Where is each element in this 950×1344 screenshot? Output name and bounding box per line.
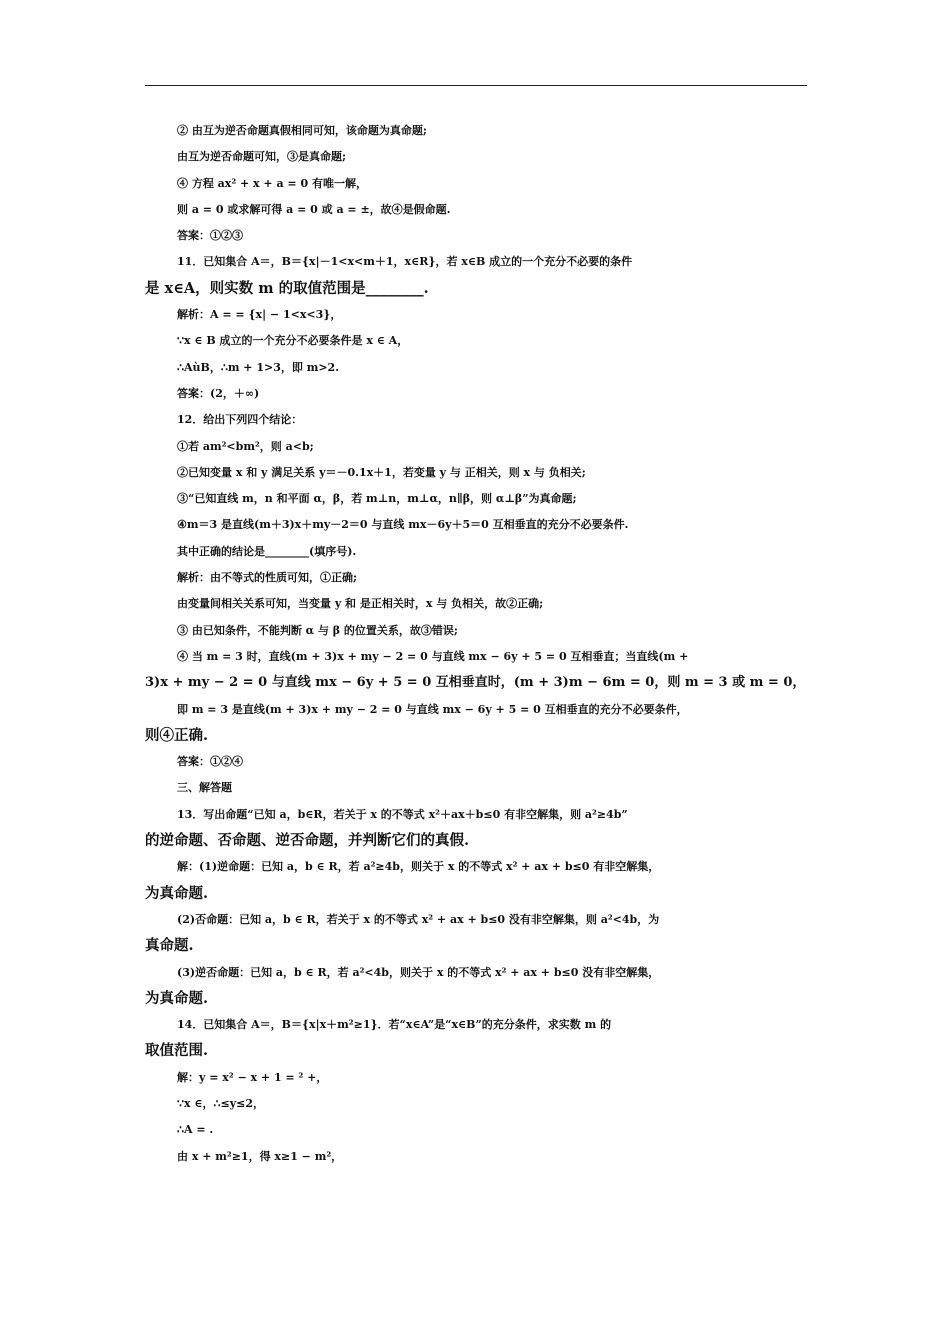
text-line: (2)否命题：已知 a，b ∈ R，若关于 x 的不等式 x² + ax + b≤0 没有非空解集，则 a²<4b，为: [177, 912, 660, 926]
text-line: 12．给出下列四个结论：: [177, 413, 303, 427]
text-line: ③ 由已知条件，不能判断 α 与 β 的位置关系，故③错误;: [177, 623, 458, 637]
text-line: ∴A = .: [177, 1123, 214, 1137]
text-line: 解：y = x² − x + 1 = ² +，: [177, 1070, 328, 1084]
text-line: ∴AùB，∴m + 1>3，即 m>2.: [177, 360, 340, 374]
text-line: 解析：A = = {x| − 1<x<3}，: [177, 308, 342, 322]
text-line: 3)x + my − 2 = 0 与直线 mx − 6y + 5 = 0 互相垂直时，(m + 3)m − 6m = 0，则 m = 3 或 m = 0，: [145, 675, 806, 691]
text-line: 答案：(2，＋∞): [177, 386, 260, 400]
text-line: 由 x + m²≥1，得 x≥1 − m²，: [177, 1149, 343, 1163]
text-line: 真命题.: [145, 937, 194, 955]
text-line: 答案：①②③: [177, 229, 243, 243]
text-line: 答案：①②④: [177, 755, 243, 769]
text-line: ①若 am²<bm²，则 a<b;: [177, 439, 314, 453]
text-line: 为真命题.: [145, 989, 209, 1007]
text-line: 则④正确.: [145, 726, 209, 744]
document-body: [145, 118, 813, 1170]
text-line: 三、解答题: [177, 781, 232, 795]
text-line: 是 x∈A，则实数 m 的取值范围是________.: [145, 279, 429, 297]
text-line: 14．已知集合 A＝，B＝{x|x＋m²≥1}．若“x∈A”是“x∈B”的充分条件，求实数 m 的: [177, 1018, 612, 1032]
text-line: ③“已知直线 m，n 和平面 α，β，若 m⊥n，m⊥α，n∥β，则 α⊥β”为真命题;: [177, 492, 577, 506]
header-rule: [145, 85, 807, 86]
text-line: 的逆命题、否命题、逆否命题，并判断它们的真假.: [145, 832, 470, 850]
text-line: 则 a = 0 或求解可得 a = 0 或 a = ±，故④是假命题.: [177, 202, 451, 216]
text-line: 解析：由不等式的性质可知，①正确;: [177, 571, 358, 585]
text-line: 其中正确的结论是________(填序号).: [177, 544, 357, 558]
text-line: ② 由互为逆否命题真假相同可知，该命题为真命题;: [177, 124, 427, 137]
text-line: 由变量间相关关系可知，当变量 y 和 是正相关时，x 与 负相关，故②正确;: [177, 597, 544, 611]
text-line: 由互为逆否命题可知，③是真命题;: [177, 150, 347, 164]
text-line: 13．写出命题“已知 a，b∈R，若关于 x 的不等式 x²＋ax＋b≤0 有非空解集，则 a²≥4b”: [177, 807, 628, 821]
text-line: 取值范围.: [145, 1042, 209, 1060]
text-line: ②已知变量 x 和 y 满足关系 y＝－0.1x＋1，若变量 y 与 正相关，则 x 与 负相关;: [177, 465, 586, 479]
text-line: 即 m = 3 是直线(m + 3)x + my − 2 = 0 与直线 mx − 6y + 5 = 0 互相垂直的充分不必要条件，: [177, 702, 688, 716]
text-line: ∵x ∈ B 成立的一个充分不必要条件是 x ∈ A，: [177, 334, 409, 348]
text-line: ④ 当 m = 3 时，直线(m + 3)x + my − 2 = 0 与直线 mx − 6y + 5 = 0 互相垂直；当直线(m +: [177, 649, 689, 663]
text-line: 11．已知集合 A＝，B＝{x|－1<x<m＋1，x∈R}，若 x∈B 成立的一个充分不必要的条件: [177, 255, 633, 269]
text-line: 解：(1)逆命题：已知 a，b ∈ R，若 a²≥4b，则关于 x 的不等式 x² + ax + b≤0 有非空解集，: [177, 860, 660, 874]
text-line: ④m＝3 是直线(m＋3)x＋my－2＝0 与直线 mx－6y＋5＝0 互相垂直的充分不必要条件.: [177, 518, 629, 532]
text-line: ④ 方程 ax² + x + a = 0 有唯一解，: [177, 176, 367, 190]
text-line: 为真命题.: [145, 884, 209, 902]
text-line: (3)逆否命题：已知 a，b ∈ R，若 a²<4b，则关于 x 的不等式 x² + ax + b≤0 没有非空解集，: [177, 965, 660, 979]
text-line: ∵x ∈，∴≤y≤2，: [177, 1096, 265, 1110]
